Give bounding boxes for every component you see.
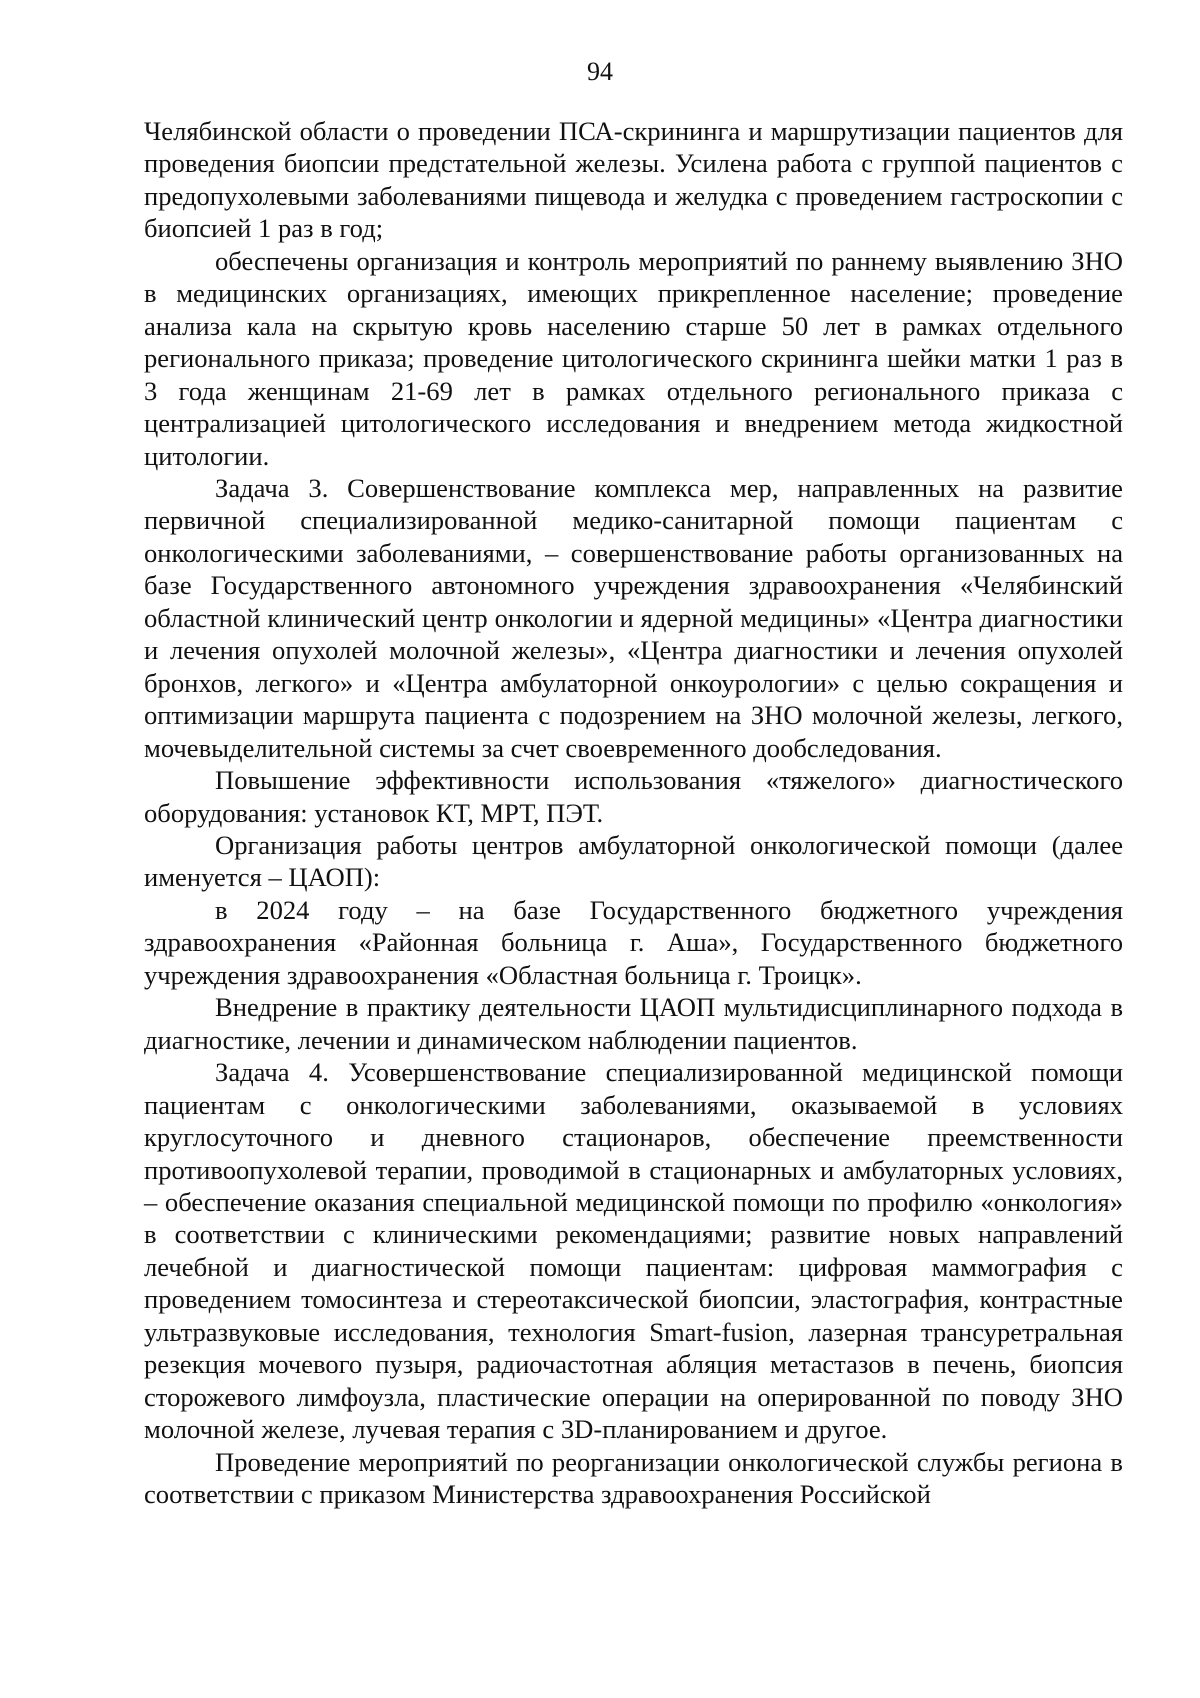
page-number: 94 (587, 57, 613, 86)
paragraph-continuation: Челябинской области о проведении ПСА-скрининга и маршрутизации пациентов для проведения биопсии предстательной железы. Усилена работа с группой пациентов с предопухолевыми заболеваниями пищевода и желудка с проведением гастроскопии с биопсией 1 раз в год; (144, 116, 1123, 244)
paragraph-task-4: Задача 4. Усовершенствование специализированной медицинской помощи пациентам с онкологическими заболеваниями, оказываемой в условиях круглосуточного и дневного стационаров, обеспечение преемственности противоопухолевой терапии, проводимой в стационарных и амбулаторных условиях, – обеспечение оказания специальной медицинской помощи по профилю «онкология» в соответствии с клиническими рекомендациями; развитие новых направлений лечебной и диагностической помощи пациентам: цифровая маммография с проведением томосинтеза и стереотаксической биопсии, эластография, контрастные ультразвуковые исследования, технология Smart-fusion, лазерная трансуретральная резекция мочевого пузыря, радиочастотная абляция метастазов в печень, биопсия сторожевого лимфоузла, пластические операции на оперированной по поводу ЗНО молочной железе, лучевая терапия с 3D-планированием и другое. (144, 1057, 1123, 1445)
paragraph-multidisciplinary: Внедрение в практику деятельности ЦАОП мультидисциплинарного подхода в диагностике, лечении и динамическом наблюдении пациентов. (144, 992, 1123, 1055)
paragraph-caop-organization: Организация работы центров амбулаторной онкологической помощи (далее именуется – ЦАОП): (144, 829, 1123, 893)
paragraph-equipment-efficiency: Повышение эффективности использования «тяжелого» диагностического оборудования: установок КТ, МРТ, ПЭТ. (144, 765, 1123, 828)
paragraph-caop-2024: в 2024 году – на базе Государственного бюджетного учреждения здравоохранения «Районная больница г. Аша», Государственного бюджетного учреждения здравоохранения «Областная больница г. Троицк». (144, 894, 1123, 990)
paragraph-task-3: Задача 3. Совершенствование комплекса мер, направленных на развитие первичной специализированной медико-санитарной помощи пациентам с онкологическими заболеваниями, – совершенствование работы организованных на базе Государственного автономного учреждения здравоохранения «Челябинский областной клинический центр онкологии и ядерной медицины» «Центра диагностики и лечения опухолей молочной железы», «Центра диагностики и лечения опухолей бронхов, легкого» и «Центра амбулаторной онкоурологии» с целью сокращения и оптимизации маршрута пациента с подозрением на ЗНО молочной железы, легкого, мочевыделительной системы за счет своевременного дообследования. (144, 472, 1123, 763)
paragraph-early-detection: обеспечены организация и контроль мероприятий по раннему выявлению ЗНО в медицинских организациях, имеющих прикрепленное население; проведение анализа кала на скрытую кровь населению старше 50 лет в рамках отдельного регионального приказа; проведение цитологического скрининга шейки матки 1 раз в 3 года женщинам 21-69 лет в рамках отдельного регионального приказа с централизацией цитологического исследования и внедрением метода жидкостной цитологии. (144, 245, 1123, 471)
document-body (144, 115, 1123, 1510)
paragraph-reorganization: Проведение мероприятий по реорганизации онкологической службы региона в соответствии с приказом Министерства здравоохранения Российской (144, 1446, 1123, 1510)
